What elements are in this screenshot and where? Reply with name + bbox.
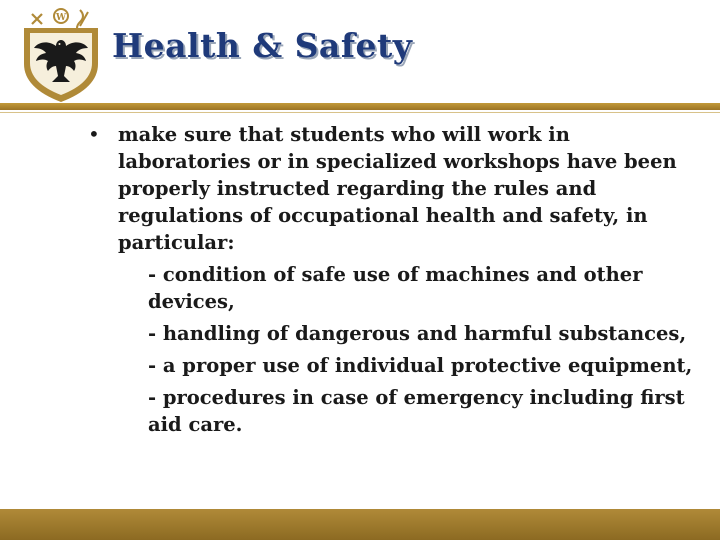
university-crest-eagle-icon xyxy=(18,6,104,104)
bullet-symbol: • xyxy=(88,122,100,146)
sub-item: - condition of safe use of machines and other devices, xyxy=(148,263,643,313)
bullet-item xyxy=(88,121,698,438)
sub-item: - procedures in case of emergency including first aid care. xyxy=(148,386,685,436)
svg-text:W: W xyxy=(55,13,67,23)
slide-body xyxy=(88,121,698,438)
sub-item: - a proper use of individual protective equipment, xyxy=(148,354,693,377)
header-divider xyxy=(0,103,720,110)
page-title: Health & Safety xyxy=(112,26,413,65)
sub-item: - handling of dangerous and harmful substances, xyxy=(148,322,687,345)
header-divider-thin xyxy=(0,112,720,113)
bullet-text: make sure that students who will work in laboratories or in specialized workshops have been properly instructed regarding the rules and regulations of occupational health and safety, in particular: xyxy=(118,123,677,254)
footer-band xyxy=(0,509,720,540)
